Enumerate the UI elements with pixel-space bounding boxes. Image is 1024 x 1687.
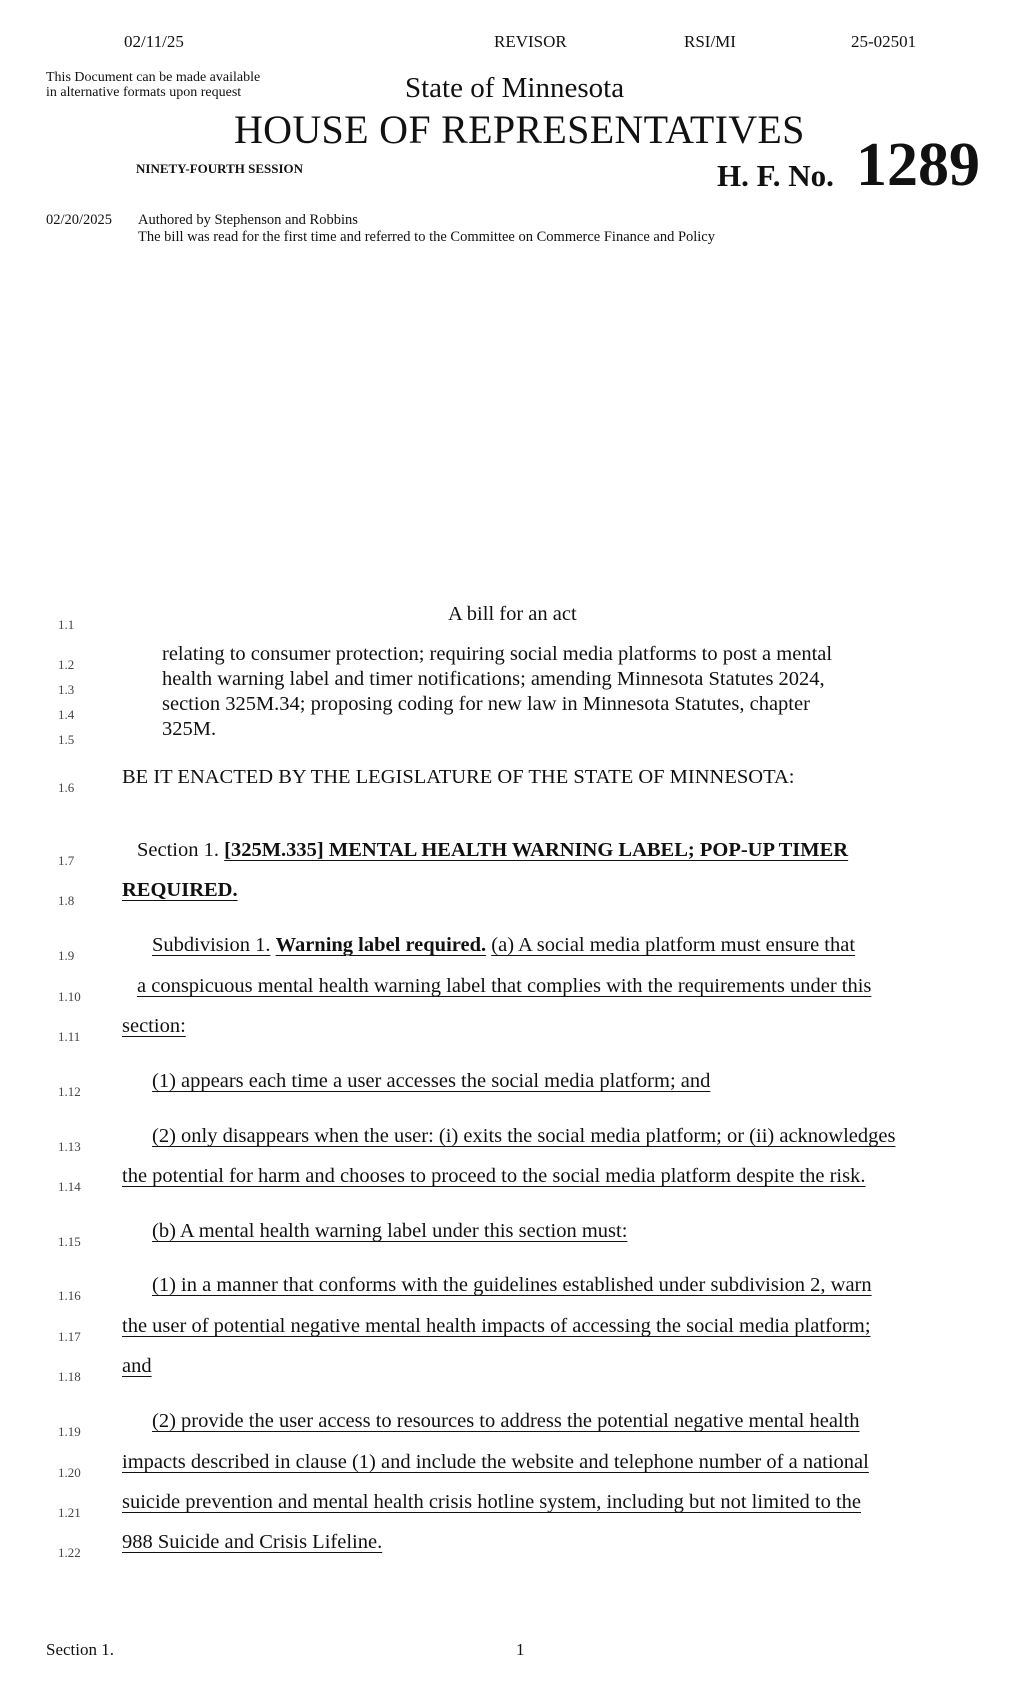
line-number: 1.19: [58, 1424, 81, 1439]
title-line: health warning label and timer notifications; amending Minnesota Statutes 2024,: [162, 668, 825, 690]
section-label: Section 1.: [137, 839, 219, 861]
line-number: 1.4: [58, 707, 75, 722]
line-number: 1.11: [58, 1029, 81, 1044]
bill-number: 1289: [856, 131, 980, 199]
bill-prefix: H. F. No.: [717, 158, 834, 193]
line-number: 1.3: [58, 682, 75, 697]
title-line: 325M.: [162, 718, 217, 740]
header-doc-number: 25-02501: [851, 32, 917, 51]
line-number: 1.12: [58, 1084, 81, 1099]
bill-text: suicide prevention and mental health crisis hotline system, including but not limited to the: [122, 1491, 862, 1513]
title-line: relating to consumer protection; requiring social media platforms to post a mental: [162, 643, 833, 665]
availability-note-line-2: in alternative formats upon request: [46, 85, 242, 100]
chamber-title: HOUSE OF REPRESENTATIVES: [234, 107, 805, 152]
bill-text: (2) only disappears when the user: (i) exits the social media platform; or (ii) acknowledges: [152, 1125, 896, 1147]
line-number: 1.7: [58, 853, 75, 868]
title-line: section 325M.34; proposing coding for new law in Minnesota Statutes, chapter: [162, 693, 810, 715]
bill-text: 988 Suicide and Crisis Lifeline.: [122, 1531, 383, 1553]
line-number: 1.15: [58, 1234, 81, 1249]
line-number: 1.20: [58, 1465, 81, 1480]
subdivision-line: [152, 934, 855, 957]
subdivision-label: Subdivision 1.: [152, 934, 271, 956]
line-number: 1.10: [58, 989, 81, 1004]
bill-text: (b) A mental health warning label under this section must:: [152, 1220, 628, 1242]
line-number: 1.18: [58, 1369, 81, 1384]
state-title: State of Minnesota: [405, 72, 625, 104]
subdivision-heading: Warning label required.: [275, 934, 487, 956]
bill-text: the user of potential negative mental health impacts of accessing the social media platform;: [122, 1315, 871, 1337]
header-initials: RSI/MI: [684, 32, 736, 51]
session-label: NINETY-FOURTH SESSION: [136, 161, 304, 176]
header-office: REVISOR: [494, 32, 567, 51]
bill-text: (1) appears each time a user accesses the social media platform; and: [152, 1070, 711, 1092]
line-number: 1.9: [58, 948, 75, 963]
section-heading: [325M.335] MENTAL HEALTH WARNING LABEL; POP-UP TIMER: [224, 839, 849, 861]
bill-text: (2) provide the user access to resources to address the potential negative mental health: [152, 1410, 860, 1432]
line-number: 1.1: [58, 617, 75, 632]
bill-text: section:: [122, 1015, 186, 1037]
page-number: 1: [516, 1640, 525, 1659]
line-number: 1.21: [58, 1505, 81, 1520]
line-number: 1.22: [58, 1545, 81, 1560]
section-line-1: [137, 839, 848, 862]
line-number: 1.14: [58, 1179, 81, 1194]
line-number: 1.5: [58, 732, 75, 747]
bill-text: and: [122, 1355, 152, 1377]
line-number: 1.6: [58, 780, 75, 795]
line-number: 1.2: [58, 657, 75, 672]
line-number: 1.17: [58, 1329, 81, 1344]
history-date: 02/20/2025: [46, 212, 113, 228]
footer-section: Section 1.: [46, 1640, 114, 1659]
line-number: 1.13: [58, 1139, 81, 1154]
line-number: 1.8: [58, 893, 75, 908]
bill-text: (1) in a manner that conforms with the guidelines established under subdivision 2, warn: [152, 1274, 872, 1296]
header-date: 02/11/25: [124, 32, 184, 51]
bill-text: (a) A social media platform must ensure that: [491, 934, 856, 956]
availability-note-line-1: This Document can be made available: [46, 70, 261, 85]
history-authors: Authored by Stephenson and Robbins: [138, 212, 358, 228]
bill-text: impacts described in clause (1) and include the website and telephone number of a national: [122, 1451, 869, 1473]
bill-heading: A bill for an act: [448, 603, 577, 625]
bill-text: a conspicuous mental health warning label that complies with the requirements under this: [137, 975, 872, 997]
bill-text: the potential for harm and chooses to proceed to the social media platform despite the risk.: [122, 1165, 866, 1187]
line-number: 1.16: [58, 1288, 81, 1303]
enacting-clause: BE IT ENACTED BY THE LEGISLATURE OF THE STATE OF MINNESOTA:: [122, 766, 795, 788]
section-heading-continued: REQUIRED.: [122, 879, 238, 901]
history-referral: The bill was read for the first time and referred to the Committee on Commerce Finance and Policy: [138, 229, 715, 245]
